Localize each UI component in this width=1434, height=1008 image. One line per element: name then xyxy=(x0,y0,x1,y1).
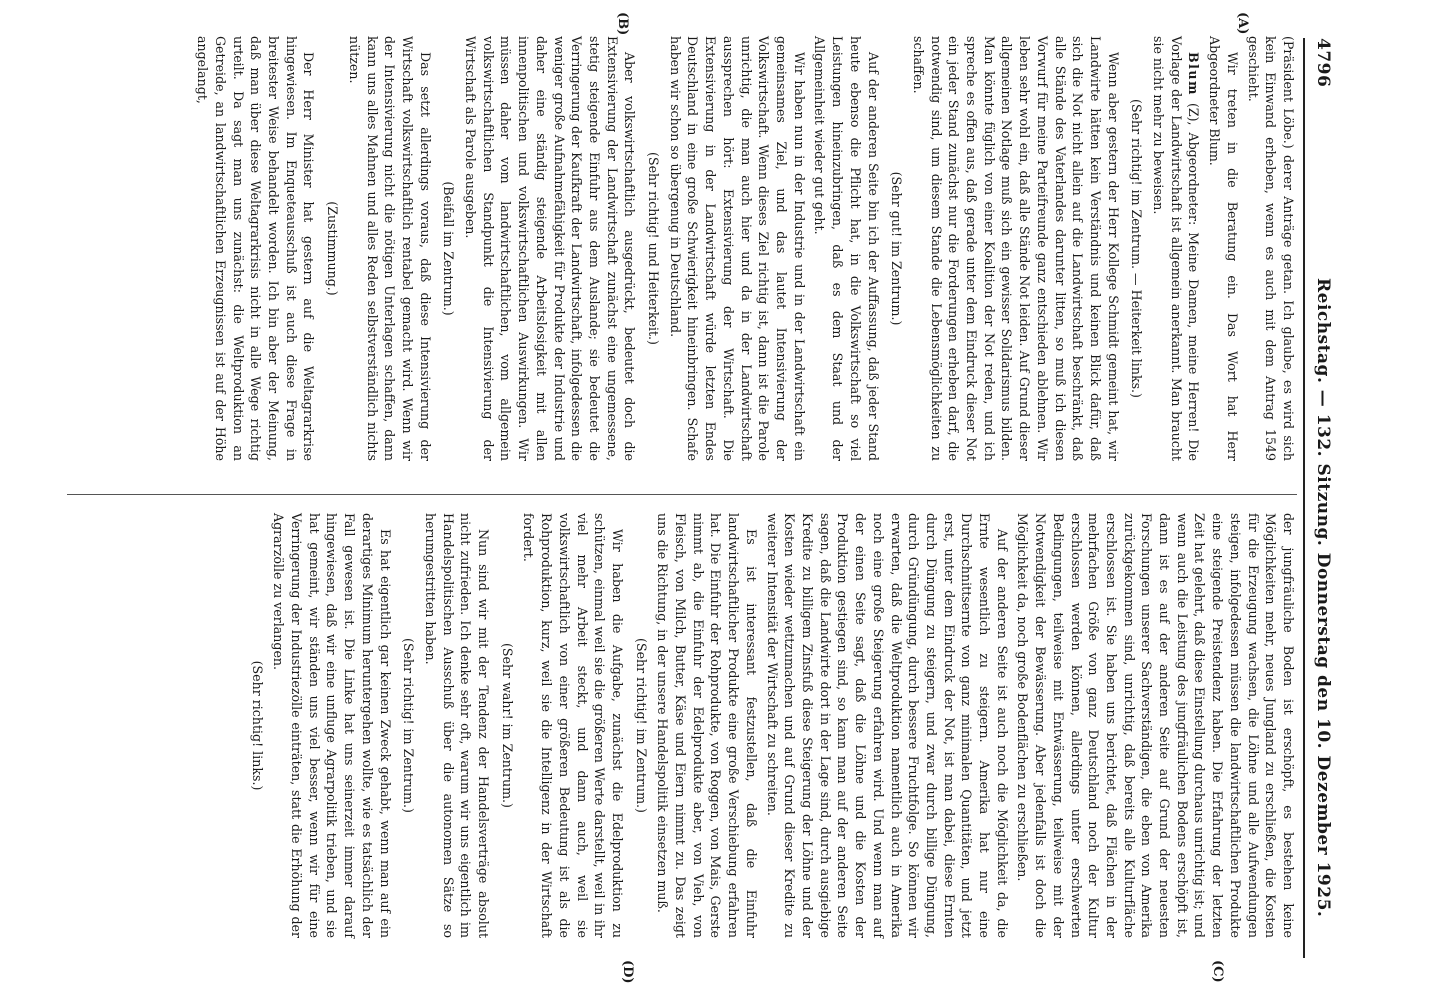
interjection: (Sehr richtig! im Zentrum.) xyxy=(633,638,649,813)
page-title: Reichstag. — 132. Sitzung. Donnerstag den 10. Dezember 1925. xyxy=(1313,278,1333,918)
margin-marker-a: (A) xyxy=(1235,12,1250,35)
interjection: (Sehr richtig! links.) xyxy=(249,660,265,791)
paragraph: Es hat eigentlich gar keinen Zweck gehabt, wenn man auf ein derartiges Minimum heruntergehen wollte, wie es tatsächlich der Fall gewesen ist. Die Linke hat uns seinerzeit immer darauf hingewiesen, daß wir eine unfluge Agrarpolitik trieben, und sie hat gemeint, wir ständen uns viel besser, wenn wir für eine Verringerung der Industriezölle einträten, statt die Erhöhung der Agrarzölle zu verlangen. xyxy=(271,513,393,938)
margin-marker-b: (B) xyxy=(615,12,630,36)
speaker-name: Blum xyxy=(1186,52,1202,96)
paragraph: (Z), Abgeordneter: Meine Damen, meine Herren! Die Vorlage der Landwirtschaft ist allgemein anerkannt. Man braucht sie nicht mehr zu beweisen. xyxy=(1151,36,1202,461)
page-header xyxy=(1303,38,1335,958)
interjection: (Sehr richtig! und Heiterkeit.) xyxy=(646,152,662,345)
paragraph: Das setzt allerdings voraus, daß diese Intensivierung der Wirtschaft volkswirtschaftlich rentabel gemacht wird. Wenn wir der Intensivierung nicht die nötigen Unterlagen schaffen, dann kann uns alles Mahnen und alles Reden selbstverständlich nichts nützen. xyxy=(346,36,433,461)
interjection: (Beifall im Zentrum.) xyxy=(441,181,457,316)
paragraph: Wir treten in die Beratung ein. Das Wort hat Herr Abgeordneter Blum. xyxy=(1207,36,1240,461)
interjection: (Sehr wahr! im Zentrum.) xyxy=(499,643,515,808)
margin-marker-c: (C) xyxy=(1210,960,1225,983)
column-divider xyxy=(67,494,1297,495)
paragraph: Auf der anderen Seite bin ich der Auffassung, daß jeder Stand heute ebenso die Pflicht hat, in die Volkswirtschaft so viel Leistungen hineinzubringen, daß es dem Staat und der Allgemeinheit wieder gut geht. xyxy=(812,36,881,461)
paragraph: Nun sind wir mit der Tendenz der Handelsverträge absolut nicht zufrieden. Ich denke sehr oft, warum wir uns eigentlich im Handelspolitischen Ausschuß über die autonomen Sätze so herumgestritten haben. xyxy=(422,513,492,938)
paragraph: Wir haben nun in der Industrie und in der Landwirtschaft ein gemeinsames Ziel, und das lautet Intensivierung der Volkswirtschaft. Wenn dieses Ziel richtig ist, dann ist die Parole unrichtig, die man auch hier und da in der Landwirtschaft aussprechen hört: Extensivierung der Wirtschaft. Die Extensivierung in der Landwirtschaft würde letzten Endes Deutschland in eine große Schwierigkeit hineinbringen. Schafe haben wir schon so übergenug in Deutschland. xyxy=(667,36,807,461)
interjection: (Sehr richtig! im Zentrum.) xyxy=(401,638,417,813)
interjection: (Zustimmung.) xyxy=(325,201,341,296)
paragraph: Auf der anderen Seite ist auch noch die Möglichkeit da, die Ernte wesentlich zu steigern. Amerika hat nur eine Durchschnittsernte von ganz minimalen Quantitäten, und jetzt erst, unter dem Eindruck der Not, ist man dabei, diese Ernten durch Düngung zu steigern, und zwar durch billige Düngung, durch Gründüngung, durch bessere Fruchtfolge. So können wir erwarten, daß die Weltproduktion namentlich auch in Amerika noch eine große Steigerung erfahren wird. Und wenn man auf der einen Seite sagt, daß die Löhne und die Kosten der Produktion gestiegen sind, so kann man auf der anderen Seite sagen, daß die Landwirte dort in der Lage sind, durch ausgiebige Kredite zu billigem Zinsfuß diese Steigerung der Löhne und der Kosten wieder wettzumachen und auf Grund dieser Kredite zu weiterer Intensität der Wirtschaft zu schreiten. xyxy=(764,513,1010,938)
margin-marker-d: (D) xyxy=(620,960,635,984)
rotated-page xyxy=(15,8,1345,988)
paragraph: Es ist interessant festzustellen, daß die Einfuhr landwirtschaftlicher Produkte eine große Verschiebung erfahren hat. Die Einfuhr der Rohprodukte, von Roggen, von Mais, Gerste nimmt ab, die Einfuhr der Edelprodukte aber, von Vieh, von Fleisch, von Milch, Butter, Käse und Eiern nimmt zu. Das zeigt uns die Richtung, in der unsere Handelspolitik einsetzen muß. xyxy=(655,513,759,938)
left-column xyxy=(191,36,1297,461)
interjection: (Sehr richtig! im Zentrum. — Heiterkeit links.) xyxy=(1129,99,1145,398)
paragraph: Aber volkswirtschaftlich ausgedrückt, bedeutet doch die Extensivierung der Landwirtschaft zunächst eine ungemessene, stetig steigende Einfuhr aus dem Auslande; sie bedeutet die Verringerung der Kaufkraft der Landwirtschaft, infolgedessen die weniger große Aufnahmefähigkeit für Produkte der Industrie und daher eine ständig steigende Arbeitslosigkeit mit allen innenpolitischen und volkswirtschaftlichen Auswirkungen. Wir müssen daher vom landwirtschaftlichen, vom allgemein volkswirtschaftlichen Standpunkt die Intensivierung der Wirtschaft als Parole ausgeben. xyxy=(463,36,638,461)
paragraph: der jungfräuliche Boden ist erschöpft, es bestehen keine Möglichkeiten mehr, neues Jungland zu erschließen, die Kosten für die Erzeugung wachsen, die Löhne und alle Aufwendungen steigen, infolgedessen müssen die landwirtschaftlichen Produkte eine steigende Preistendenz haben. Die Erfahrung der letzten Zeit hat gelehrt, daß diese Einstellung durchaus unrichtig ist; und wenn auch die Leistung des jungfräulichen Bodens erschöpft ist, dann ist es auf der anderen Seite auf Grund der neuesten Forschungen unserer Sachverständigen, die eben von Amerika zurückgekommen sind, unrichtig, daß bereits alle Kulturfläche erschlossen ist. Sie haben uns berichtet, daß Flächen in der mehrfachen Größe von ganz Deutschland noch der Kultur erschlossen werden können, allerdings unter erschwerten Bedingungen, teilweise mit Entwässerung, teilweise mit der Notwendigkeit der Bewässerung. Aber jedenfalls ist doch die Möglichkeit da, noch große Bodenflächen zu erschließen. xyxy=(1015,513,1296,938)
paragraph: (Präsident Löbe.) derer Anträge getan. Ich glaube, es wird sich kein Einwand erheben, wenn es auch mit dem Antrag 1549 geschieht. xyxy=(1245,36,1296,461)
right-column xyxy=(242,513,1297,938)
interjection: (Sehr gut! im Zentrum.) xyxy=(889,171,905,326)
paragraph: Der Herr Minister hat gestern auf die Weltagrarkrise hingewiesen. Im Enqueteausschuß ist auch diese Frage in breitester Weise behandelt worden. Ich bin aber der Meinung, daß man über diese Weltagrarkrisis nicht in alle Wege richtig urteilt. Da sagt man uns zunächst: die Weltproduktion an Getreide, an landwirtschaftlichen Erzeugnissen ist auf der Höhe angelangt, xyxy=(195,36,317,461)
paragraph: Wir haben die Aufgabe, zunächst die Edelproduktion zu schützen, einmal weil sie die größeren Werte darstellt, weil in ihr viel mehr Arbeit steckt, und dann auch, weil sie volkswirtschaftlich von einer größeren Bedeutung ist als die Rohproduktion, kurz, weil sie die Intelligenz in der Wirtschaft fordert. xyxy=(521,513,625,938)
paragraph: Wenn aber gestern der Herr Kollege Schmidt gemeint hat, wir Landwirte hätten kein Verständnis und keinen Blick dafür, daß sich die Not nicht allein auf die Landwirtschaft beschränkt, daß alle Stände des Vaterlandes darunter litten, so muß ich diesen Vorwurf für meine Parteifreunde ganz entschieden ablehnen. Wir leben sehr wohl ein, daß alle Stände Not leiden. Auf Grund dieser allgemeinen Notlage muß sich ein gewisser Solidarismus bilden. Man könnte füglich von einer Koalition der Not reden, und ich spreche es offen aus, daß gerade unter dem Eindruck dieser Not ein jeder Stand zunächst nur die Forderungen erheben darf, die notwendig sind, um diesem Stande die Lebensmöglichkeiten zu schaffen. xyxy=(910,36,1121,461)
page-number: 4796 xyxy=(1313,38,1333,88)
